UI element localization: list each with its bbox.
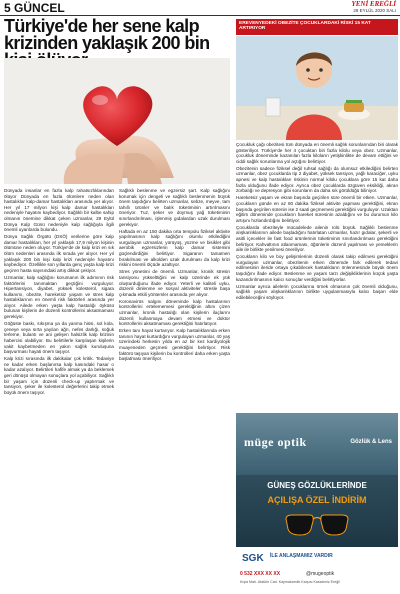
paragraph: Çocukluk çağı obezitesi tüm dünyada en önemli sağlık sorunlarından biri olarak gösteriliyor. Türkiye'de her 4 çocuktan biri fazla kilolu veya obez. Uzmanlar, çocukluk döneminde kazanılan fazla kiloların yetişkinlikte de devam ettiğini ve ciddi sağlık sorunlarına yol açtığını belirtiyor. xyxy=(236,142,398,164)
article-column-1 xyxy=(4,188,114,397)
side-article-photo xyxy=(236,36,398,140)
paragraph: Uzmanlar, kalp sağlığını korumanın ilk adımının risk faktörlerini tanımaktan geçtiğini vurguluyor. Hipertansiyon, diyabet, yüksek kolesterol, sigara kullanımı, obezite, hareketsiz yaşam ve stres kalp hastalıklarının en önemli risk faktörleri arasında yer alıyor. Ailede erken yaşta kalp hastalığı öyküsü bulunan kişilerin de düzenli kontrollerini aksatmaması gerekiyor. xyxy=(4,274,114,320)
ad-slogan-line-2: AÇILIŞA ÖZEL İNDİRİM xyxy=(267,495,367,505)
child-eating-illustration xyxy=(236,36,398,140)
ad-instagram: @mugeoptik xyxy=(306,571,335,577)
paragraph: Göğüste baskı, sıkışma ya da yanma hissi, sol kola, çeneye veya sırta yayılan ağrı, nefes darlığı, soğuk terleme, bulantı ve ani gelişen halsizlik kalp krizinin habercisi olabiliyor. Bu belirtilerle karşılaşan kişilerin vakit kaybetmeden en yakın sağlık kuruluşuna başvurması hayati önem taşıyor. xyxy=(4,321,114,355)
paragraph: Dünyada insanlar en fazla kalp rahatsızlıklarından ölüyor Dünyada en fazla ölümlere neden olan hastalıklar kalp-damar hastalıkları arasında yer alıyor. Her yıl 17 milyon kişi kalp damar hastalıkları nedeniyle hayatını kaybediyor. Sağlıklı bir kalbe sahip olmanın önemine dikkat çeken uzmanlar, 29 Eylül Dünya Kalp Günü nedeniyle kalp sağlığıyla ilgili önemli uyarılarda bulundu. xyxy=(4,188,114,233)
section-label: GÜNCEL xyxy=(14,1,65,15)
heart-in-hands-illustration xyxy=(4,58,230,184)
ad-banner-top xyxy=(236,413,398,475)
sgk-logo: SGK xyxy=(242,553,264,564)
side-article-body xyxy=(236,142,398,302)
issue-date: 28 EYLÜL 2020 SALI xyxy=(353,8,396,13)
side-article-headline: EREVENYEDEKİ OBEZİTE ÇOCUKLARDAKİ RİSKİ 15 KAT ARTIRIYOR xyxy=(236,19,398,35)
ad-tagline: Gözlük & Lens xyxy=(350,439,392,445)
paragraph: Haftada en az 150 dakika orta tempolu fiziksel aktivite yapılmasının kalp sağlığını olumlu etkilediğini vurgulayan uzmanlar, yürüyüş, yüzme ve bisiklet gibi aerobik egzersizlerin kalp damar sistemini güçlendirdiğini belirtiyor. Sigaranın tamamen bırakılması ve alkolden uzak durulması da kalp krizi riskini önemli ölçüde azaltıyor. xyxy=(119,228,230,268)
paragraph: Dünya Sağlık Örgütü (DSÖ) verilerine göre kalp damar hastalıkları, her yıl yaklaşık 17,9 milyon kişinin ölümüne neden oluyor. Türkiye'de de kalp krizi en sık ölüm nedenleri arasında ilk sırada yer alıyor. Her yıl yaklaşık 200 bin kişi kalp krizi nedeniyle hayatını kaybediyor. Özellikle son yıllarda genç yaşta kalp krizi geçiren hasta sayısındaki artış dikkat çekiyor. xyxy=(4,234,114,273)
sgk-agreement-text: İLE ANLAŞMAMIZ VARDIR xyxy=(270,553,333,559)
paragraph: Hareketsiz yaşam ve ekran başında geçirilen süre önemli bir etken. Uzmanlar, çocukların günde en az 60 dakika fiziksel aktivite yapması gerektiğini, ekran başında geçirilen sürenin ise 2 saati geçmemesi gerektiğini vurguluyor. Uzaktan eğitim döneminde çocukların hareket süresinin azaldığını ve bu durumun kilo artışını hızlandırdığını belirtiyor. xyxy=(236,195,398,223)
ad-promo-area xyxy=(236,475,398,547)
paragraph: Erken tanı hayat kurtarıyor. Kalp hastalıklarında erken tanının hayat kurtardığını vurgulayan uzmanlar, 40 yaş üzerindeki herkesin yılda en az bir kez kardiyolojik muayeneden geçmesi gerektiğini belirtiyor. Risk faktörü taşıyan kişilerin bu kontrolleri daha erken yaşta başlatması öneriliyor. xyxy=(119,328,230,362)
page-number: 5 GÜNCEL xyxy=(4,1,65,15)
paragraph: Obezitenin sadece fiziksel değil ruhsal sağlığı da olumsuz etkilediğini belirten uzmanlar, obez çocuklarda tip 2 diyabet, yüksek tansiyon, yağlı karaciğer, uyku apnesi ve kalp hastalıkları riskinin normal kilolu çocuklara göre 15 kat daha fazla olduğunu ifade ediyor. Ayrıca obez çocuklarda özgüven eksikliği, akran zorbalığı ve depresyon gibi sorunların da daha sık görüldüğü biliniyor. xyxy=(236,165,398,194)
ad-slogan-line-1: GÜNEŞ GÖZLÜKLERİNDE xyxy=(267,481,367,490)
sunglasses-icon xyxy=(282,511,352,541)
masthead xyxy=(0,0,400,16)
paragraph: Stres yönetimi de önemli. Uzmanlar, kronik stresin tansiyonu yükselttiğini ve kalp üzerinde ek yük oluşturduğunu ifade ediyor. Yeterli ve kaliteli uyku, düzenli dinlenme ve sosyal aktiviteler stresle başa çıkmada etkili yöntemler arasında yer alıyor. xyxy=(119,269,230,297)
ad-contact-area xyxy=(236,547,398,591)
paragraph: Çocuklarda obeziteyle mücadelede ailenin rolü büyük. Sağlıklı beslenme alışkanlıklarının ailede başladığını hatırlatan uzmanlar, hazır gıdalar, şekerli ve asitli içecekler ile fast food ürünlerinin tüketiminin sınırlandırılması gerektiğini belirtiyor. Kahvaltının atlanmaması, öğünlerin düzenli yapılması ve yemeklerin aile ile birlikte yenilmesi öneriliyor. xyxy=(236,224,398,253)
paragraph: Sağlıklı beslenme ve egzersiz şart. Kalp sağlığını korumak için dengeli ve sağlıklı beslenmenin büyük önem taşıdığını belirten uzmanlar, sebze, meyve, tam tahıllı ürünler ve balık tüketiminin artırılmasını öneriyor. Tuz, şeker ve doymuş yağ tüketiminin sınırlandırılması, işlenmiş gıdalardan uzak durulması gerekiyor. xyxy=(119,188,230,227)
paragraph: Çocukların kilo ve boy gelişimlerinin düzenli olarak takip edilmesi gerektiğini vurgulayan uzmanlar, obezitenin erken dönemde fark edilerek tedavi edilmesinin ileride ortaya çıkabilecek hastalıkların önlenmesinde büyük önem taşıdığını ifade ediyor. Beslenme ve yaşam tarzı değişikliklerinin küçük yaşta kazandırılmasının kalıcı sonuçlar verdiğini belirtiyorlar. xyxy=(236,254,398,282)
paragraph: Kalp krizi sırasında ilk dakikalar çok kritik. Tedaviye ne kadar erken başlanırsa kalp kasındaki hasar o kadar azalıyor. Belirtileri hafife almak ya da beklemek geri dönüşü olmayan sonuçlara yol açabiliyor. Sağlıklı bir yaşam için düzenli check-up yaptırmak ve tansiyon, şeker ile kolesterol değerlerini takip etmek büyük önem taşıyor. xyxy=(4,356,114,395)
ad-address: Kışla Mah. Atatürk Cad. Kaymakamlık Karşısı Karadeniz Ereğli xyxy=(240,580,340,584)
article-headline: Türkiye'de her sene kalp krizinden yaklaşık 200 bin xyxy=(4,16,210,53)
article-photo xyxy=(4,58,230,184)
paragraph: Koronavirüs salgını döneminde kalp hastalarının kontrollerini ertelememesi gerektiğinin altını çizen uzmanlar, kronik hastalığı olan kişilerin ilaçlarını düzenli kullanmaya devam etmesi ve doktor kontrollerini aksatmaması gerektiğini hatırlatıyor. xyxy=(119,298,230,327)
paragraph: Uzmanlar ayrıca ailelerin çocuklarına örnek olmasının çok önemli olduğunu, sağlıklı yaşam alışkanlıklarının birlikte uygulanmasıyla kalıcı başarı elde edilebileceğini söylüyor. xyxy=(236,283,398,300)
optician-advertisement xyxy=(236,413,398,591)
article-column-2 xyxy=(119,188,230,363)
paper-name: YENİ EREĞLİ xyxy=(351,0,396,8)
ad-phone: 0 532 XXX XX XX xyxy=(240,571,281,577)
ad-brand-name: müge optik xyxy=(244,435,307,449)
